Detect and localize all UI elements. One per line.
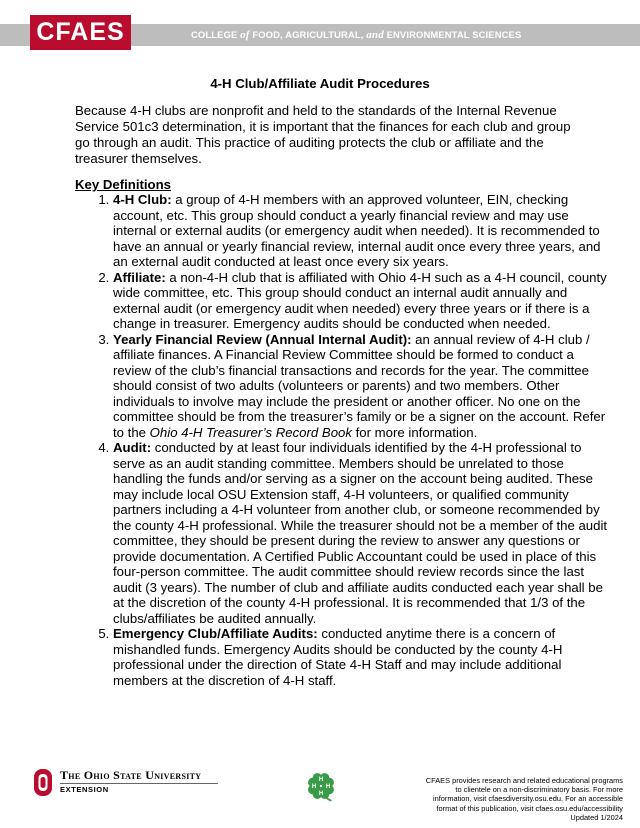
- section-heading: Key Definitions: [75, 177, 171, 192]
- extension-label: EXTENSION: [60, 785, 109, 794]
- svg-text:H: H: [318, 791, 324, 797]
- svg-text:H: H: [318, 777, 324, 783]
- definition-item: 3. Yearly Financial Review (Annual Internal Audit): an annual review of 4-H club / affiliate finances. A Financial Review Committee should be formed to conduct a review of the club’s financial transactions and records for the year. The committee should consist of two adults (volunteers or parents) and two members. Other individuals to involve may include the president or another officer. No one on the committee should be from the treasurer’s family or be a signer on the account. Refer to the Ohio 4-H Treasurer’s Record Book for more information.: [113, 332, 613, 441]
- university-name: The Ohio State University: [60, 768, 202, 782]
- svg-text:H: H: [311, 784, 317, 790]
- intro-paragraph: Because 4-H clubs are nonprofit and held to the standards of the Internal Revenue Service 501c3 determination, it is important that the finances for each club and group go through an audit. This practice of auditing protects the club or affiliate and the treasurer themselves.: [75, 103, 571, 166]
- definition-item: 2. Affiliate: a non-4-H club that is affiliated with Ohio 4-H such as a 4-H council, county wide committee, etc. This group should conduct an internal audit annually and external audit (or emergency audit when needed) every three years or if there is a change in treasurer. Emergency audits should be conducted when needed.: [113, 270, 613, 332]
- divider: [60, 783, 218, 784]
- svg-text:H: H: [325, 784, 331, 790]
- document-title: 4-H Club/Affiliate Audit Procedures: [210, 76, 430, 91]
- cfaes-logo: CFAES: [30, 15, 131, 50]
- block-o-icon: [34, 769, 52, 796]
- college-name: COLLEGE of FOOD, AGRICULTURAL, and ENVIRONMENTAL SCIENCES: [191, 29, 522, 41]
- definition-item: 1. 4-H Club: a group of 4-H members with an approved volunteer, EIN, checking account, etc. This group should conduct a yearly financial review and may use internal or external audits (or emergency audit when needed). It is recommended to have an annual or yearly financial review, internal audit once every three years, and an external audit conducted at least once every six years.: [113, 192, 613, 270]
- 4h-clover-icon: [301, 766, 341, 806]
- osu-extension-logo: [34, 768, 219, 798]
- definition-item: 4. Audit: conducted by at least four individuals identified by the 4-H professional to serve as an audit standing committee. Members should be unrelated to those handling the funds and/or serving as a signer on the account being audited. These may include local OSU Extension staff, 4-H volunteers, or qualified community partners including a 4-H volunteer from another club, or someone recommended by the county 4-H professional. While the treasurer should not be a member of the audit committee, they should be present during the review to answer any questions or provide documentation. A Certified Public Accountant could be used in place of this four-person committee. The audit committee should review records since the last audit (3 years). The number of club and affiliate audits conducted each year shall be at the discretion of the county 4-H professional. It is recommended that 1/3 of the clubs/affiliates be audited annually.: [113, 440, 613, 626]
- definition-item: 5. Emergency Club/Affiliate Audits: conducted anytime there is a concern of mishandled funds. Emergency Audits should be conducted by the county 4-H professional under the direction of State 4-H Staff and may include additional members at the discretion of 4-H staff.: [113, 626, 613, 688]
- definitions-list: [75, 192, 613, 688]
- nondiscrimination-note: CFAES provides research and related educational programs to clientele on a non-discriminatory basis. For more information, visit cfaesdiversity.osu.edu. For an accessible format of this publication, visit cfaes.osu.edu/accessibility Updated 1/2024: [425, 776, 623, 822]
